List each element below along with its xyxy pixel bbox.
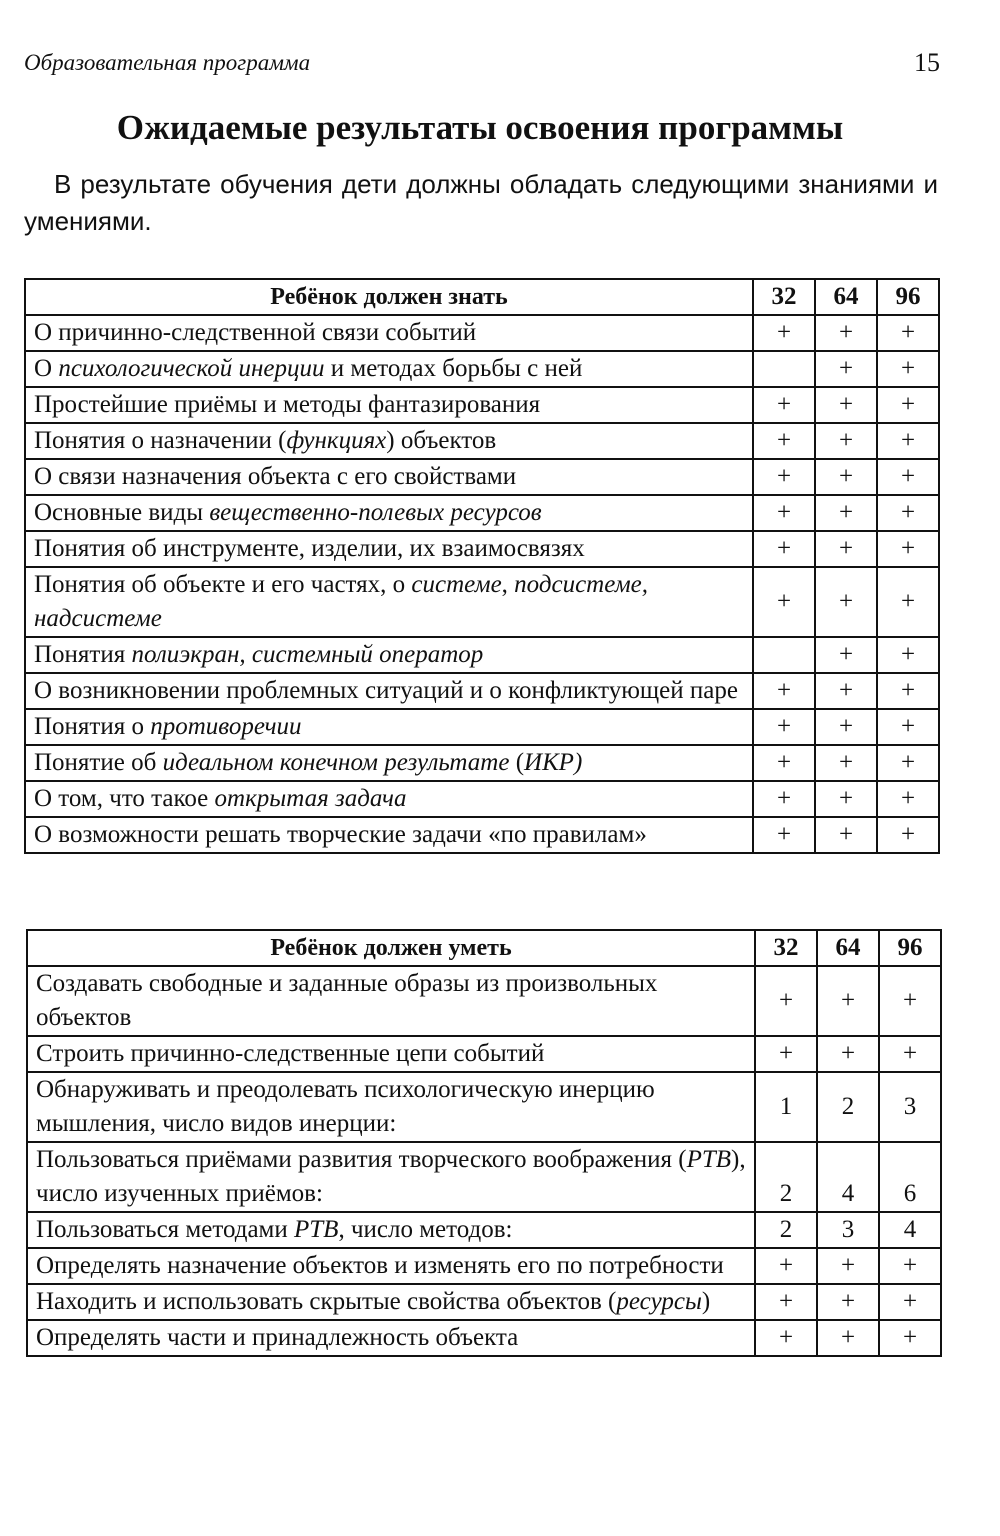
text-fragment: Создавать свободные и заданные образы из произвольных объектов [36, 970, 658, 1031]
text-fragment: и методах борьбы с ней [324, 355, 583, 382]
value-cell: + [755, 966, 817, 1036]
row-description [25, 351, 753, 387]
text-fragment: Пользоваться приёмами развития творческого воображения ( [36, 1146, 687, 1173]
row-description [25, 315, 753, 351]
intro-paragraph: В результате обучения дети должны обладать следующими знаниями и умениями. [24, 169, 938, 236]
page-heading: Ожидаемые результаты освоения программы [116, 108, 844, 147]
table-row [25, 781, 939, 817]
value-cell: + [815, 567, 877, 637]
value-cell: + [755, 1248, 817, 1284]
value-cell: + [879, 966, 941, 1036]
table-body [27, 966, 941, 1356]
table-row [25, 817, 939, 853]
row-description [27, 1320, 755, 1356]
value-cell: + [877, 423, 939, 459]
text-fragment: О возможности решать творческие задачи «по правилам» [34, 821, 647, 848]
row-description [25, 567, 753, 637]
text-fragment: ), число изученных приёмов: [36, 1146, 746, 1207]
value-cell: + [753, 781, 815, 817]
value-cell: + [877, 673, 939, 709]
text-fragment: Обнаруживать и преодолевать психологическую инерцию мышления, число видов инерции: [36, 1076, 655, 1137]
table-row [25, 745, 939, 781]
row-description [25, 459, 753, 495]
italic-term: РТВ [293, 1216, 339, 1243]
value-cell: 3 [817, 1212, 879, 1248]
page-number: 15 [914, 48, 940, 77]
row-description [25, 709, 753, 745]
italic-term: полиэкран, системный оператор [131, 641, 484, 668]
skills-table [26, 929, 942, 1357]
table-row [25, 423, 939, 459]
table-body [25, 315, 939, 853]
value-cell: + [815, 351, 877, 387]
value-cell: + [755, 1036, 817, 1072]
value-cell: + [815, 459, 877, 495]
text-fragment: Находить и использовать скрытые свойства объектов ( [36, 1288, 617, 1315]
value-cell: + [879, 1320, 941, 1356]
row-description [25, 817, 753, 853]
value-cell: 1 [755, 1072, 817, 1142]
value-cell: + [815, 531, 877, 567]
value-cell: + [817, 1036, 879, 1072]
value-cell: + [817, 1248, 879, 1284]
table-row [27, 1284, 941, 1320]
italic-term: подсистеме, надсистеме [34, 571, 649, 632]
italic-term: идеальном конечном результате [162, 749, 510, 776]
value-cell: + [817, 1284, 879, 1320]
table-row [25, 637, 939, 673]
value-cell: 4 [817, 1142, 879, 1212]
table-row [27, 1212, 941, 1248]
italic-term: вещественно-полевых ресурсов [209, 499, 542, 526]
value-cell: + [753, 567, 815, 637]
column-header: 96 [877, 279, 939, 315]
text-fragment: О возникновении проблемных ситуаций и о конфликтующей паре [34, 677, 738, 704]
row-description [25, 781, 753, 817]
value-cell: 2 [755, 1142, 817, 1212]
value-cell: 4 [879, 1212, 941, 1248]
table-row [27, 1036, 941, 1072]
text-fragment: Понятия о назначении ( [34, 427, 287, 454]
text-fragment: Основные виды [34, 499, 210, 526]
text-fragment: Простейшие приёмы и методы фантазирования [34, 391, 541, 418]
text-fragment: Понятие об [34, 749, 163, 776]
row-description [27, 966, 755, 1036]
row-description [25, 637, 753, 673]
value-cell: + [753, 673, 815, 709]
value-cell: + [753, 745, 815, 781]
table-row [25, 495, 939, 531]
value-cell: + [815, 495, 877, 531]
text-fragment: ) объектов [386, 427, 497, 454]
value-cell: + [753, 315, 815, 351]
value-cell: 2 [817, 1072, 879, 1142]
value-cell: + [815, 745, 877, 781]
value-cell: + [877, 709, 939, 745]
value-cell: + [815, 709, 877, 745]
value-cell: 3 [879, 1072, 941, 1142]
text-fragment: Строить причинно-следственные цепи событий [36, 1040, 545, 1067]
text-fragment: , [501, 571, 515, 598]
value-cell: + [877, 351, 939, 387]
value-cell: + [753, 387, 815, 423]
row-description [25, 423, 753, 459]
value-cell: + [815, 315, 877, 351]
row-description [27, 1072, 755, 1142]
running-title: Образовательная программа [24, 50, 311, 75]
text-fragment: О связи назначения объекта с его свойствами [34, 463, 517, 490]
italic-term: системе [411, 571, 502, 598]
table-row [27, 1248, 941, 1284]
value-cell: + [877, 567, 939, 637]
value-cell: + [817, 1320, 879, 1356]
text-fragment: Понятия об объекте и его частях, о [34, 571, 412, 598]
italic-term: противоречии [150, 713, 302, 740]
italic-term: РТВ [686, 1146, 732, 1173]
column-header: 64 [817, 930, 879, 966]
value-cell: + [877, 745, 939, 781]
table-row [27, 1142, 941, 1212]
table-row [25, 387, 939, 423]
italic-term: ресурсы [616, 1288, 702, 1315]
value-cell [753, 637, 815, 673]
column-header: 96 [879, 930, 941, 966]
text-fragment: Определять части и принадлежность объекта [36, 1324, 519, 1351]
value-cell: + [879, 1036, 941, 1072]
row-description [25, 745, 753, 781]
value-cell: + [755, 1320, 817, 1356]
value-cell: + [879, 1248, 941, 1284]
row-description [27, 1284, 755, 1320]
value-cell: + [815, 817, 877, 853]
column-header: 64 [815, 279, 877, 315]
value-cell: + [877, 459, 939, 495]
table-header-row [27, 930, 941, 966]
row-description [25, 387, 753, 423]
value-cell: + [815, 781, 877, 817]
text-fragment: Понятия [34, 641, 132, 668]
value-cell: + [877, 781, 939, 817]
table-row [27, 1072, 941, 1142]
table-row [25, 459, 939, 495]
column-header: Ребёнок должен знать [25, 279, 753, 315]
italic-term: психологической инерции [58, 355, 325, 382]
value-cell: + [877, 387, 939, 423]
column-header: 32 [753, 279, 815, 315]
table-row [25, 709, 939, 745]
italic-term: функциях [286, 427, 387, 454]
value-cell: + [753, 459, 815, 495]
text-fragment: О том, что такое [34, 785, 215, 812]
table-row [25, 315, 939, 351]
knowledge-table [24, 278, 940, 854]
text-fragment: ) [701, 1288, 711, 1315]
row-description [25, 495, 753, 531]
value-cell: + [877, 817, 939, 853]
value-cell [753, 351, 815, 387]
value-cell: + [877, 531, 939, 567]
value-cell: + [877, 315, 939, 351]
value-cell: + [753, 531, 815, 567]
value-cell: + [817, 966, 879, 1036]
italic-term: открытая задача [214, 785, 407, 812]
text-fragment: О [34, 355, 59, 382]
value-cell: + [877, 495, 939, 531]
text-fragment: , число методов: [338, 1216, 513, 1243]
table-row [25, 351, 939, 387]
column-header: Ребёнок должен уметь [27, 930, 755, 966]
row-description [27, 1212, 755, 1248]
row-description [27, 1142, 755, 1212]
text-fragment: Определять назначение объектов и изменять его по потребности [36, 1252, 724, 1279]
value-cell: + [879, 1284, 941, 1320]
text-fragment: О причинно-следственной связи событий [34, 319, 477, 346]
value-cell: + [815, 387, 877, 423]
value-cell: 6 [879, 1142, 941, 1212]
text-fragment: Понятия о [34, 713, 151, 740]
row-description [25, 673, 753, 709]
table-row [27, 966, 941, 1036]
column-header: 32 [755, 930, 817, 966]
row-description [25, 531, 753, 567]
table-row [27, 1320, 941, 1356]
value-cell: + [877, 637, 939, 673]
table-row [25, 567, 939, 637]
italic-term: ИКР) [524, 749, 583, 776]
table-row [25, 531, 939, 567]
text-fragment: Пользоваться методами [36, 1216, 294, 1243]
value-cell: + [753, 423, 815, 459]
row-description [27, 1036, 755, 1072]
value-cell: + [753, 709, 815, 745]
value-cell: 2 [755, 1212, 817, 1248]
value-cell: + [815, 673, 877, 709]
value-cell: + [815, 637, 877, 673]
value-cell: + [753, 817, 815, 853]
table-header-row [25, 279, 939, 315]
row-description [27, 1248, 755, 1284]
table-row [25, 673, 939, 709]
value-cell: + [815, 423, 877, 459]
value-cell: + [753, 495, 815, 531]
value-cell: + [755, 1284, 817, 1320]
text-fragment: Понятия об инструменте, изделии, их взаимосвязях [34, 535, 585, 562]
text-fragment: ( [509, 749, 525, 776]
